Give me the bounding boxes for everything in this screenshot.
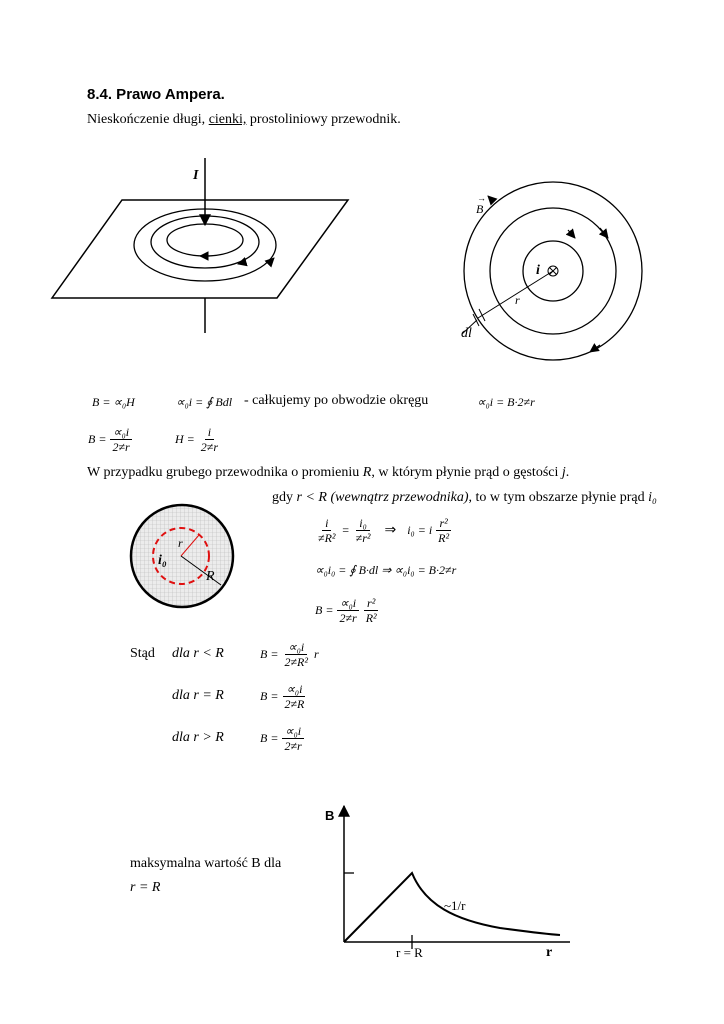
- eq-h-formula: H = $\frac{i}{2\ne r}$: [175, 425, 219, 454]
- fig3-r-label: r: [178, 536, 183, 550]
- eq-inside-line3: B = $\frac{\text{∝₀i}}{2\ne r}$ $\frac{\text{r²}}{\text{R²}}$: [315, 596, 377, 625]
- inside-condition-text: gdy r < R (wewnątrz przewodnika), to w tym obszarze płynie prąd i₀: [272, 490, 657, 505]
- dl-label: dl: [461, 326, 472, 341]
- eq-ampere: ∝₀i = ∮ Bdl: [176, 395, 233, 409]
- case3-condition: dla r > R: [172, 730, 224, 745]
- graph-curve-label: ~1/r: [444, 898, 466, 913]
- eq-b-mu-h: B = ∝₀H: [92, 395, 135, 409]
- thick-conductor-text: W przypadku grubego przewodnika o promieniu R, w którym płynie prąd o gęstości j.: [87, 465, 570, 480]
- graph-x-label: r: [546, 945, 553, 960]
- eq-inside-line2: ∝₀i₀ = ∮ B·dl ⇒ ∝₀i₀ = B·2≠r: [315, 563, 457, 577]
- case2-formula: B = $\frac{\text{∝₀i}}{2\ne R}$: [260, 682, 305, 711]
- fig3-R-label: R: [206, 569, 215, 584]
- b-vector-label: → B: [476, 193, 486, 216]
- section-heading: 8.4. Prawo Ampera.: [87, 86, 225, 103]
- eq-inside-line1: $\frac{i}{\text{≠R²}}$ = $\frac{\text{i₀}}{\text{≠r²}}$ ⇒ i₀ = i $\frac{\text{r²}}{\text{R²}}$: [318, 516, 450, 545]
- i-label: i: [536, 263, 540, 278]
- graph-y-label: B: [325, 808, 335, 823]
- r-label: r: [515, 293, 520, 307]
- intro-text: Nieskończenie długi, cienki, prostoliniowy przewodnik.: [87, 112, 401, 127]
- graph-tick-label: r = R: [396, 945, 423, 960]
- case1-condition: dla r < R: [172, 646, 224, 661]
- eq-note: - całkujemy po obwodzie okręgu: [244, 393, 429, 408]
- stad-label: Stąd: [130, 646, 155, 661]
- graph-note-line1: maksymalna wartość B dla: [130, 856, 282, 871]
- eq-b-formula: B = $\frac{\text{∝₀i}}{2\ne r}$: [88, 425, 133, 454]
- case3-formula: B = $\frac{\text{∝₀i}}{2\ne r}$: [260, 724, 305, 753]
- eq-result: ∝₀i = B·2≠r: [477, 395, 535, 409]
- graph-note-line2: r = R: [130, 880, 161, 895]
- case1-formula: B = $\frac{\text{∝₀i}}{\text{2≠R²}}$ r: [260, 640, 319, 669]
- current-label: I: [193, 168, 199, 183]
- fig3-i0-label: i₀: [158, 553, 167, 568]
- case2-condition: dla r = R: [172, 688, 224, 703]
